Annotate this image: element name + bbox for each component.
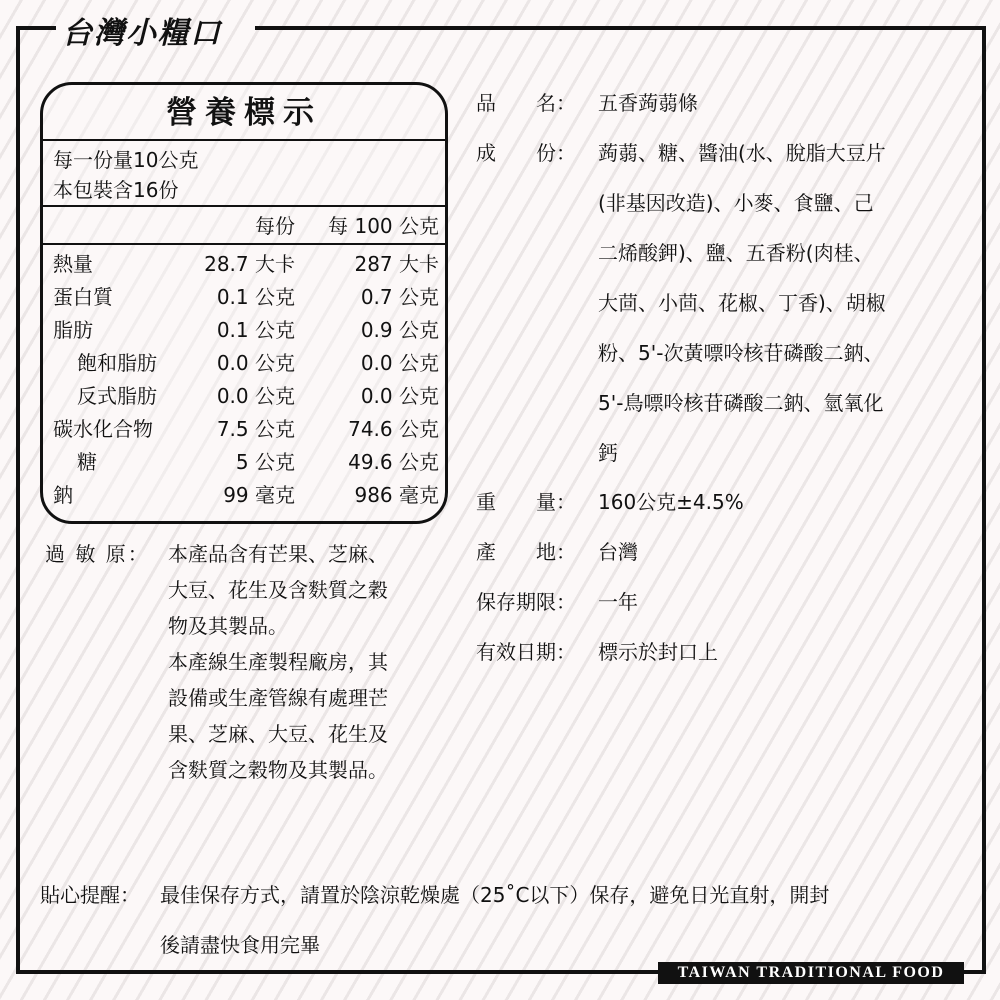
nutrition-row xyxy=(43,347,445,380)
frame-line-bottom xyxy=(964,970,986,974)
per-serving-value: 0.1 公克 xyxy=(216,285,295,309)
expiry: 標示於封口上 xyxy=(598,640,718,664)
nutrition-row xyxy=(43,413,445,446)
label: 保存期限： xyxy=(476,590,576,614)
label: 成 份： xyxy=(476,141,576,165)
frame-line-left xyxy=(16,26,20,974)
allergen-line: 大豆、花生及含麩質之穀 xyxy=(168,578,388,602)
shelf-life: 一年 xyxy=(598,590,638,614)
label: 貼心提醒： xyxy=(40,883,140,907)
ingredients-line: 粉、5'-次黃嘌呤核苷磷酸二鈉、 xyxy=(598,341,884,365)
per-serving-value: 28.7 大卡 xyxy=(204,252,295,276)
nutrition-row xyxy=(43,380,445,413)
nutrition-row xyxy=(43,248,445,281)
per-serving-value: 99 毫克 xyxy=(223,483,295,507)
brand-logo: 台灣小糧口 xyxy=(62,16,222,51)
per-100g-value: 0.9 公克 xyxy=(360,318,439,342)
per-100g-value: 0.0 公克 xyxy=(360,351,439,375)
per-serving-value: 0.0 公克 xyxy=(216,351,295,375)
frame-line-right xyxy=(982,26,986,974)
tip-text: 後請盡快食用完畢 xyxy=(160,933,320,957)
nutrient-label: 蛋白質 xyxy=(53,285,113,309)
per-100g-value: 986 毫克 xyxy=(354,483,439,507)
per-serving-value: 7.5 公克 xyxy=(216,417,295,441)
nutrition-row xyxy=(43,281,445,314)
nutrient-label: 熱量 xyxy=(53,252,93,276)
frame-line-top xyxy=(255,26,986,30)
ingredients-line: 鈣 xyxy=(598,441,618,465)
allergen-line: 本產線生產製程廠房，其 xyxy=(168,650,388,674)
col-per-serving: 每份 xyxy=(255,214,295,238)
nutrition-row xyxy=(43,446,445,479)
serving-info xyxy=(43,141,445,207)
nutrient-label: 飽和脂肪 xyxy=(77,351,157,375)
nutrition-title: 營養標示 xyxy=(43,85,445,141)
label: 產 地： xyxy=(476,540,576,564)
per-100g-value: 0.0 公克 xyxy=(360,384,439,408)
nutrient-label: 脂肪 xyxy=(53,318,93,342)
frame-line-top xyxy=(16,26,56,30)
nutrition-facts-table xyxy=(40,82,448,524)
frame-line-bottom xyxy=(16,970,658,974)
nutrient-label: 反式脂肪 xyxy=(77,384,157,408)
per-100g-value: 287 大卡 xyxy=(354,252,439,276)
per-serving-value: 5 公克 xyxy=(235,450,295,474)
serving-size: 每一份量10公克 xyxy=(53,148,199,172)
label: 品 名： xyxy=(476,91,576,115)
label: 過 敏 原： xyxy=(45,542,150,566)
ingredients-line: 大茴、小茴、花椒、丁香)、胡椒 xyxy=(598,291,886,315)
ingredients-line: 5'-鳥嘌呤核苷磷酸二鈉、氫氧化 xyxy=(598,391,884,415)
product-name: 五香蒟蒻條 xyxy=(598,91,698,115)
nutrition-row xyxy=(43,479,445,512)
nutrient-label: 碳水化合物 xyxy=(53,417,153,441)
label: 有效日期： xyxy=(476,640,576,664)
allergen-line: 設備或生產管線有處理芒 xyxy=(168,686,388,710)
per-100g-value: 74.6 公克 xyxy=(348,417,439,441)
allergen-line: 本產品含有芒果、芝麻、 xyxy=(168,542,388,566)
per-serving-value: 0.0 公克 xyxy=(216,384,295,408)
allergen-line: 物及其製品。 xyxy=(168,614,288,638)
per-serving-value: 0.1 公克 xyxy=(216,318,295,342)
ingredients-line: (非基因改造)、小麥、食鹽、己 xyxy=(598,191,874,215)
weight: 160公克±4.5% xyxy=(598,490,744,514)
origin: 台灣 xyxy=(598,540,638,564)
nutrient-label: 鈉 xyxy=(53,483,73,507)
per-100g-value: 0.7 公克 xyxy=(360,285,439,309)
allergen-line: 含麩質之穀物及其製品。 xyxy=(168,758,388,782)
col-per-100g: 每 100 公克 xyxy=(328,214,439,238)
per-100g-value: 49.6 公克 xyxy=(348,450,439,474)
ingredients-line: 蒟蒻、糖、醬油(水、脫脂大豆片 xyxy=(598,141,886,165)
footer-tag: TAIWAN TRADITIONAL FOOD xyxy=(658,962,964,984)
label: 重 量： xyxy=(476,490,576,514)
ingredients-line: 二烯酸鉀)、鹽、五香粉(肉桂、 xyxy=(598,241,874,265)
nutrient-label: 糖 xyxy=(77,450,97,474)
nutrition-header xyxy=(43,207,445,245)
ingredients xyxy=(598,128,968,478)
allergen-line: 果、芝麻、大豆、花生及 xyxy=(168,722,388,746)
servings-per-pack: 本包裝含16份 xyxy=(53,178,179,202)
allergen-text xyxy=(168,536,458,788)
nutrition-row xyxy=(43,314,445,347)
tip-text: 最佳保存方式，請置於陰涼乾燥處（25˚C以下）保存，避免日光直射，開封 xyxy=(160,883,830,907)
